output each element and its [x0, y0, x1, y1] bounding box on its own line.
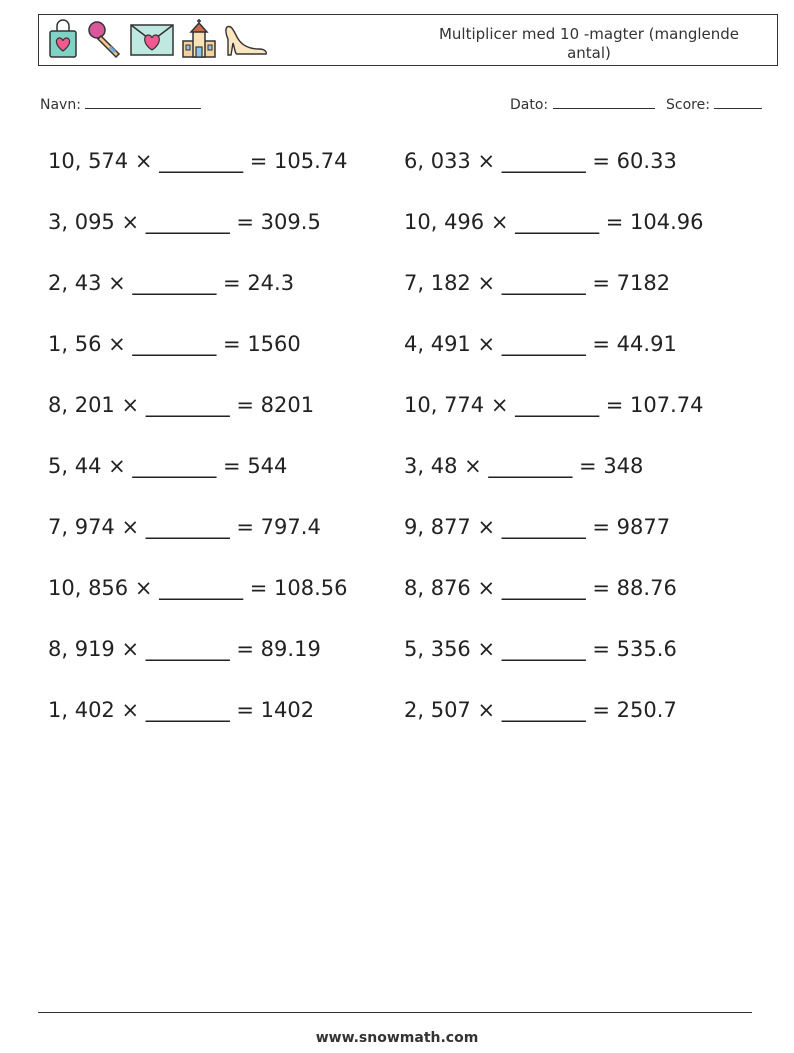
- problem-1: 10, 574 × ________ = 105.74: [48, 149, 348, 173]
- problem-3: 3, 095 × ________ = 309.5: [48, 210, 321, 234]
- church-icon: [179, 19, 219, 63]
- shopping-bag-heart-icon: [45, 19, 81, 63]
- problem-6: 7, 182 × ________ = 7182: [404, 271, 671, 295]
- problem-18: 5, 356 × ________ = 535.6: [404, 637, 677, 661]
- worksheet-header: [38, 14, 778, 66]
- problem-17: 8, 919 × ________ = 89.19: [48, 637, 321, 661]
- problem-19: 1, 402 × ________ = 1402: [48, 698, 315, 722]
- date-blank: [553, 94, 655, 109]
- date-field: [510, 94, 655, 113]
- score-label: Score:: [666, 97, 710, 113]
- problem-9: 8, 201 × ________ = 8201: [48, 393, 315, 417]
- problem-13: 7, 974 × ________ = 797.4: [48, 515, 321, 539]
- header-icons: [45, 19, 269, 63]
- footer-divider: [38, 1012, 752, 1013]
- score-blank: [714, 94, 762, 109]
- problem-15: 10, 856 × ________ = 108.56: [48, 576, 348, 600]
- name-field: [40, 94, 201, 113]
- problem-8: 4, 491 × ________ = 44.91: [404, 332, 677, 356]
- worksheet-title: Multiplicer med 10 -magter (manglende antal): [438, 25, 740, 62]
- problem-14: 9, 877 × ________ = 9877: [404, 515, 671, 539]
- footer-url: www.snowmath.com: [315, 1030, 479, 1046]
- problem-10: 10, 774 × ________ = 107.74: [404, 393, 704, 417]
- date-label: Dato:: [510, 97, 549, 113]
- name-blank: [85, 94, 201, 109]
- love-letter-icon: [129, 19, 175, 63]
- problem-12: 3, 48 × ________ = 348: [404, 454, 644, 478]
- problem-5: 2, 43 × ________ = 24.3: [48, 271, 295, 295]
- problem-7: 1, 56 × ________ = 1560: [48, 332, 301, 356]
- score-field: [666, 94, 762, 113]
- name-label: Navn:: [40, 97, 81, 113]
- microphone-icon: [85, 19, 125, 63]
- problem-20: 2, 507 × ________ = 250.7: [404, 698, 677, 722]
- problem-4: 10, 496 × ________ = 104.96: [404, 210, 704, 234]
- high-heel-shoe-icon: [223, 19, 269, 63]
- problem-16: 8, 876 × ________ = 88.76: [404, 576, 677, 600]
- problem-2: 6, 033 × ________ = 60.33: [404, 149, 677, 173]
- problem-11: 5, 44 × ________ = 544: [48, 454, 288, 478]
